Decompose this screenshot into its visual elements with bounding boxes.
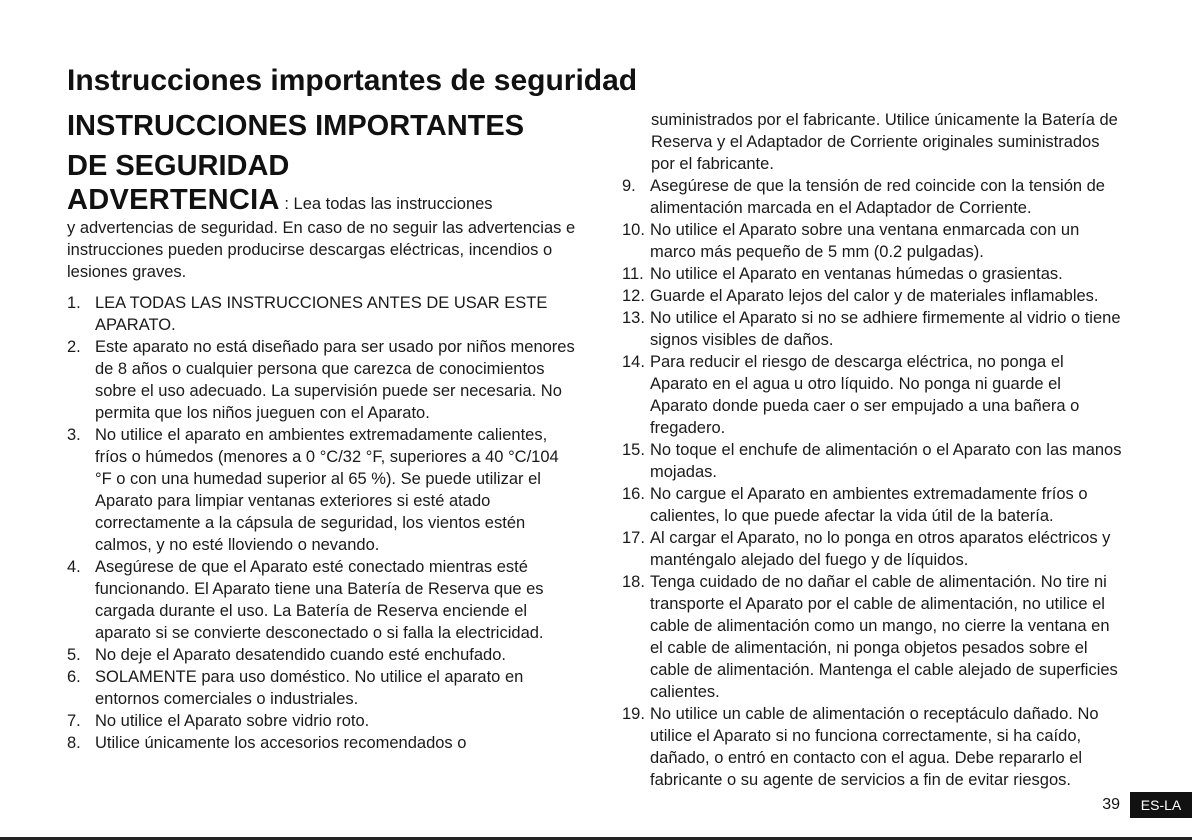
page-title: Instrucciones importantes de seguridad (67, 64, 638, 97)
warning-line (67, 184, 577, 216)
instruction-item-15 (622, 439, 1122, 483)
instruction-number: 2. (67, 338, 81, 356)
instruction-text: No utilice el Aparato en ventanas húmedas o grasientas. (650, 265, 1063, 283)
instruction-number: 3. (67, 426, 81, 444)
instruction-item-14 (622, 351, 1122, 439)
instruction-number: 5. (67, 646, 81, 664)
instruction-item-12 (622, 285, 1122, 307)
instruction-text: No utilice el Aparato sobre una ventana enmarcada con un marco más pequeño de 5 mm (0.2 pulgadas). (650, 221, 1080, 261)
warning-label: ADVERTENCIA (67, 184, 280, 216)
instruction-item-9 (622, 175, 1122, 219)
instruction-text: No utilice un cable de alimentación o receptáculo dañado. No utilice el Aparato si no funciona correctamente, si ha caído, dañado, o entró en contacto con el agua. Debe repararlo el fabricante o su agente de servicios a fin de evitar riesgos. (650, 705, 1099, 789)
instruction-text: No utilice el aparato en ambientes extremadamente calientes, fríos o húmedos (menores a 0 °C/32 °F, superiores a 40 °C/104 °F o con una humedad superior al 65 %). Se puede utilizar el Aparato para limpiar ventanas exteriores si esté atado correctamente a la cápsula de seguridad, los vientos estén calmos, y no esté lloviendo o nevando. (95, 426, 559, 554)
instruction-item-13 (622, 307, 1122, 351)
instruction-number: 7. (67, 712, 81, 730)
page-number: 39 (1102, 796, 1120, 813)
instruction-number: 1. (67, 294, 81, 312)
instruction-text: Tenga cuidado de no dañar el cable de alimentación. No tire ni transporte el Aparato por el cable de alimentación, no utilice el cable de alimentación como un mango, no cierre la ventana en el cable de alimentación, ni ponga objetos pesados sobre el cable de alimentación. Mantenga el cable alejado de superficies calientes. (650, 573, 1118, 701)
instruction-text: Asegúrese de que el Aparato esté conectado mientras esté funcionando. El Aparato tiene una Batería de Reserva que es cargada durante el uso. La Batería de Reserva enciende el aparato si se convierte desconectado o si falla la electricidad. (95, 558, 544, 642)
left-instruction-list (67, 292, 577, 754)
instruction-number: 6. (67, 668, 81, 686)
instruction-text: No cargue el Aparato en ambientes extremadamente fríos o calientes, lo que puede afectar la vida útil de la batería. (650, 485, 1088, 525)
instruction-text: Para reducir el riesgo de descarga eléctrica, no ponga el Aparato en el agua u otro líquido. No ponga ni guarde el Aparato donde pueda caer o ser empujado a una bañera o fregadero. (650, 353, 1080, 437)
instruction-text: No deje el Aparato desatendido cuando esté enchufado. (95, 646, 506, 664)
instruction-number: 17. (622, 529, 645, 547)
instruction-item-4 (67, 556, 577, 644)
instruction-number: 19. (622, 705, 645, 723)
instruction-item-18 (622, 571, 1122, 703)
instruction-item-6 (67, 666, 577, 710)
instruction-text: SOLAMENTE para uso doméstico. No utilice el aparato en entornos comerciales o industriales. (95, 668, 524, 708)
instruction-number: 10. (622, 221, 645, 239)
instruction-number: 16. (622, 485, 645, 503)
instruction-text: Asegúrese de que la tensión de red coincide con la tensión de alimentación marcada en el Adaptador de Corriente. (650, 177, 1105, 217)
instruction-text: No utilice el Aparato sobre vidrio roto. (95, 712, 370, 730)
section-heading-line-2: DE SEGURIDAD (67, 150, 290, 182)
instruction-item-2 (67, 336, 577, 424)
instruction-number: 18. (622, 573, 645, 591)
instruction-item-1 (67, 292, 577, 336)
instruction-text: No toque el enchufe de alimentación o el Aparato con las manos mojadas. (650, 441, 1122, 481)
page-footer (1102, 792, 1192, 818)
instruction-item-11 (622, 263, 1122, 285)
instruction-text: No utilice el Aparato si no se adhiere firmemente al vidrio o tiene signos visibles de daños. (650, 309, 1121, 349)
instruction-text: Al cargar el Aparato, no lo ponga en otros aparatos eléctricos y manténgalo alejado del fuego y de líquidos. (650, 529, 1111, 569)
instruction-number: 11. (622, 265, 644, 283)
instruction-number: 15. (622, 441, 645, 459)
warning-body-text: y advertencias de seguridad. En caso de no seguir las advertencias e instrucciones pueden producirse descargas eléctricas, incendios o lesiones graves. (67, 219, 576, 281)
instruction-item-17 (622, 527, 1122, 571)
instruction-item-5 (67, 644, 577, 666)
instruction-item-16 (622, 483, 1122, 527)
instruction-number: 14. (622, 353, 645, 371)
instruction-item-19 (622, 703, 1122, 791)
instruction-text: Este aparato no está diseñado para ser usado por niños menores de 8 años o cualquier persona que carezca de conocimientos sobre el uso adecuado. La supervisión puede ser necesaria. No permita que los niños jueguen con el Aparato. (95, 338, 575, 422)
instruction-text: LEA TODAS LAS INSTRUCCIONES ANTES DE USAR ESTE APARATO. (95, 294, 548, 334)
instruction-text: Utilice únicamente los accesorios recomendados o (95, 734, 467, 752)
instruction-number: 9. (622, 177, 636, 195)
instruction-number: 13. (622, 309, 645, 327)
instruction-number: 12. (622, 287, 645, 305)
instruction-text: Guarde el Aparato lejos del calor y de materiales inflamables. (650, 287, 1099, 305)
instruction-item-8-continuation: suministrados por el fabricante. Utilice únicamente la Batería de Reserva y el Adaptador de Corriente originales suministrados por el fabricante. (651, 111, 1118, 173)
instruction-number: 8. (67, 734, 81, 752)
instruction-item-3 (67, 424, 577, 556)
left-column (67, 106, 577, 754)
instruction-item-10 (622, 219, 1122, 263)
language-badge: ES-LA (1130, 792, 1192, 818)
warning-intro-text: : Lea todas las instrucciones (279, 195, 493, 213)
section-heading-line-1: INSTRUCCIONES IMPORTANTES (67, 110, 525, 142)
instruction-number: 4. (67, 558, 81, 576)
instruction-item-8 (67, 732, 577, 754)
right-column (622, 109, 1122, 791)
instruction-item-7 (67, 710, 577, 732)
